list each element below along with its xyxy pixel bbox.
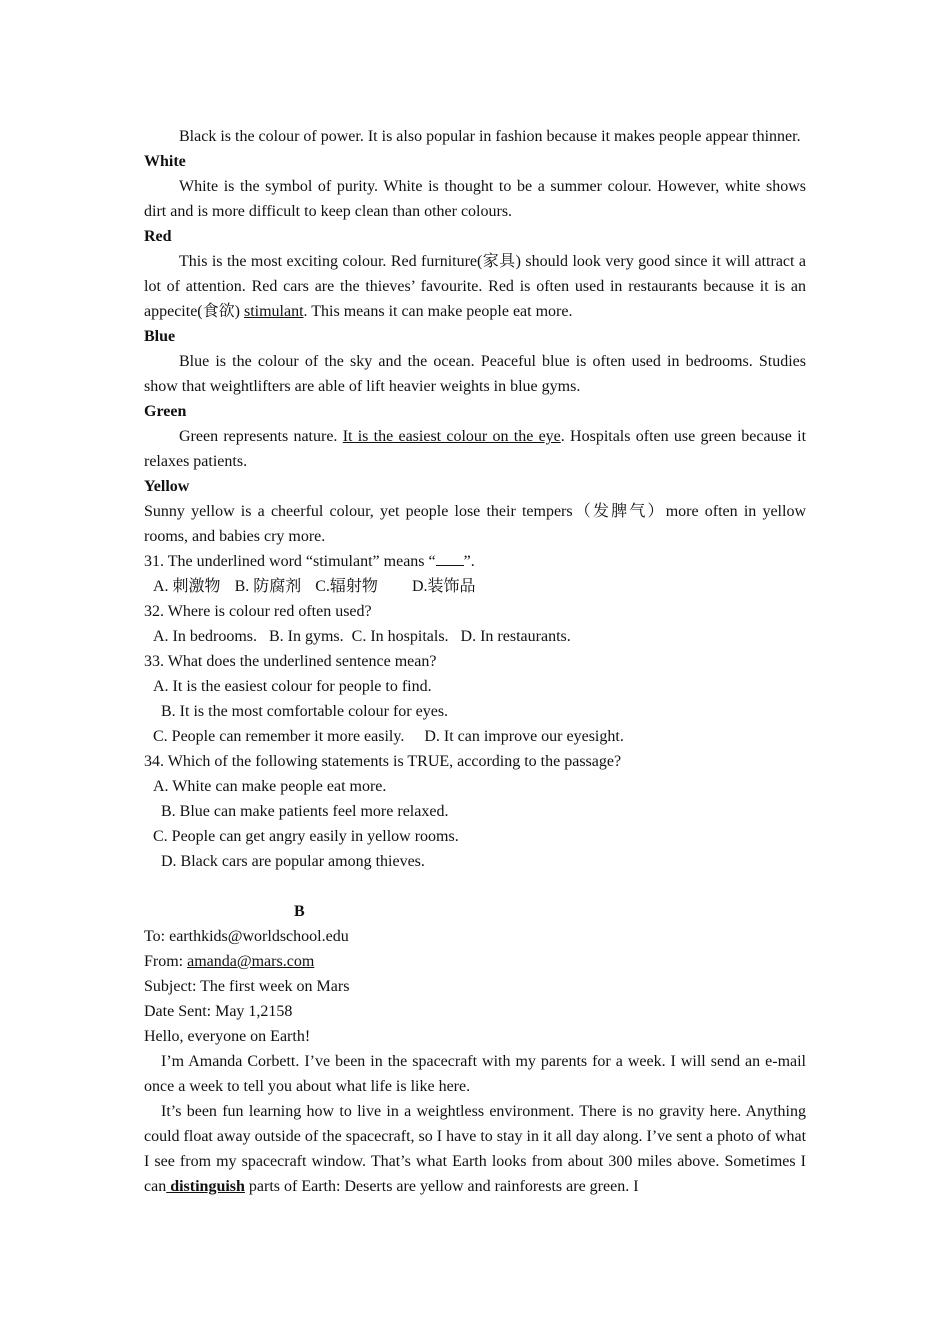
email-from	[144, 949, 806, 974]
email-from-link[interactable]: amanda@mars.com	[187, 953, 315, 970]
email-paragraph-2-text-2: parts of Earth: Deserts are yellow and rainforests are green. I	[244, 1178, 639, 1195]
q34-option-b: B. Blue can make patients feel more relaxed.	[161, 803, 449, 820]
question-31	[144, 549, 806, 574]
q31-option-a: A. 刺激物	[153, 578, 221, 595]
green-paragraph	[144, 424, 806, 474]
q34-option-a: A. White can make people eat more.	[153, 778, 387, 795]
yellow-heading: Yellow	[144, 478, 190, 495]
answer-blank	[436, 551, 464, 566]
red-text-1: This is the most exciting colour. Red furniture(家具) should look very good since it will attract a lot of attention. Red cars are the thieves’ favourite. Red is often used in restaurants because it is an appecite(食欲)	[144, 253, 806, 320]
q34-option-d: D. Black cars are popular among thieves.	[161, 853, 425, 870]
question-31-end: ”.	[463, 553, 475, 570]
question-31-options	[144, 574, 806, 599]
email-paragraph-2-text-1: It’s been fun learning how to live in a weightless environment. There is no gravity here. Anything could float away outside of the spacecraft, so I have to stay in it all day along. I’ve sent a photo of what I see from my spacecraft window. That’s what Earth looks from about 300 miles above. Sometimes I can	[144, 1103, 807, 1195]
question-34: 34. Which of the following statements is TRUE, according to the passage?	[144, 753, 622, 770]
question-32: 32. Where is colour red often used?	[144, 603, 372, 620]
q33-option-a: A. It is the easiest colour for people to find.	[153, 678, 432, 695]
section-b-label: B	[294, 903, 305, 920]
red-heading: Red	[144, 228, 172, 245]
q33-option-b: B. It is the most comfortable colour for eyes.	[161, 703, 449, 720]
underlined-sentence: It is the easiest colour on the eye	[342, 428, 561, 445]
q31-option-b: B. 防腐剂	[234, 578, 302, 595]
email-subject: Subject: The first week on Mars	[144, 978, 350, 995]
blue-heading: Blue	[144, 328, 176, 345]
email-date: Date Sent: May 1,2158	[144, 1003, 293, 1020]
white-paragraph: White is the symbol of purity. White is thought to be a summer colour. However, white shows dirt and is more difficult to keep clean than other colours.	[144, 178, 806, 220]
q31-option-c: C.辐射物	[315, 578, 378, 595]
question-33: 33. What does the underlined sentence mean?	[144, 653, 437, 670]
email-from-label: From:	[144, 953, 188, 970]
email-paragraph-2	[144, 1099, 806, 1199]
white-heading: White	[144, 153, 186, 170]
red-paragraph	[144, 249, 806, 324]
spacer	[144, 874, 806, 899]
yellow-paragraph: Sunny yellow is a cheerful colour, yet people lose their tempers（发脾气）more often in yellow rooms, and babies cry more.	[144, 503, 806, 545]
email-greeting: Hello, everyone on Earth!	[144, 1028, 311, 1045]
green-text-1: Green represents nature.	[179, 428, 343, 445]
green-heading: Green	[144, 403, 187, 420]
blue-paragraph: Blue is the colour of the sky and the ocean. Peaceful blue is often used in bedrooms. Studies show that weightlifters are able of lift heavier weights in blue gyms.	[144, 353, 806, 395]
green-text-2: . Hospitals often use green because it relaxes patients.	[144, 428, 807, 470]
black-paragraph: Black is the colour of power. It is also popular in fashion because it makes people appear thinner.	[179, 128, 801, 145]
email-paragraph-1: I’m Amanda Corbett. I’ve been in the spacecraft with my parents for a week. I will send an e-mail once a week to tell you about what life is like here.	[144, 1053, 806, 1095]
red-text-2: . This means it can make people eat more.	[303, 303, 573, 320]
underlined-word-stimulant: stimulant	[243, 303, 304, 320]
question-32-options: A. In bedrooms. B. In gyms. C. In hospitals. D. In restaurants.	[153, 628, 571, 645]
document-page	[144, 124, 806, 1199]
email-to: To: earthkids@worldschool.edu	[144, 928, 349, 945]
underlined-word-distinguish: distinguish	[166, 1178, 245, 1195]
q34-option-c: C. People can get angry easily in yellow rooms.	[153, 828, 459, 845]
q33-option-cd: C. People can remember it more easily. D. It can improve our eyesight.	[153, 728, 624, 745]
question-31-text: 31. The underlined word “stimulant” means “	[144, 553, 436, 570]
q31-option-d: D.装饰品	[411, 578, 476, 595]
